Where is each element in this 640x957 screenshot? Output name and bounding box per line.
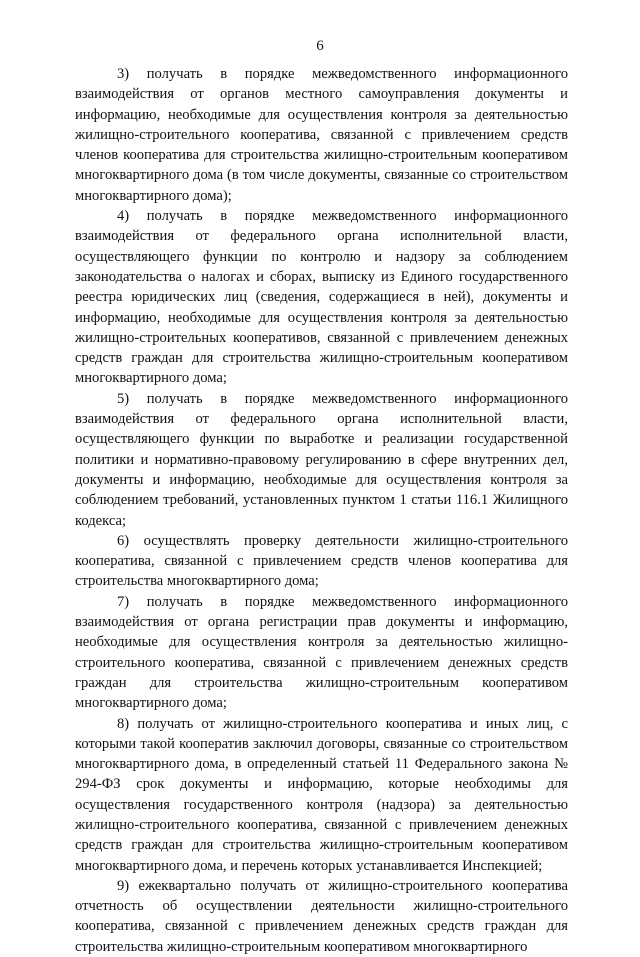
paragraph-item-9: 9) ежеквартально получать от жилищно-строительного кооператива отчетность об осуществлении деятельности жилищно-строительного кооператива, связанной с привлечением денежных средств граждан для строительства жилищно-строительным кооперативом многоквартирного [75, 877, 568, 955]
document-body [75, 64, 568, 957]
page-number: 6 [316, 38, 324, 54]
paragraph-item-5: 5) получать в порядке межведомственного информационного взаимодействия от федерального органа исполнительной власти, осуществляющего функции по выработке и реализации государственной политики и нормативно-правовому регулированию в сфере внутренних дел, документы и информацию, необходимые для осуществления контроля за соблюдением требований, установленных пунктом 1 статьи 116.1 Жилищного кодекса; [75, 390, 568, 529]
paragraph-item-3: 3) получать в порядке межведомственного информационного взаимодействия от органов местного самоуправления документы и информацию, необходимые для осуществления контроля за деятельностью жилищно-строительного кооператива, связанной с привлечением средств членов кооператива для строительства жилищно-строительным кооперативом многоквартирного дома (в том числе документы, связанные со строительством многоквартирного дома); [75, 66, 568, 204]
paragraph-item-6: 6) осуществлять проверку деятельности жилищно-строительного кооператива, связанной с привлечением средств членов кооператива для строительства многоквартирного дома; [75, 532, 568, 590]
paragraph-item-8: 8) получать от жилищно-строительного кооператива и иных лиц, с которыми такой кооператив заключил договоры, связанные со строительством многоквартирного дома, в определенный статьей 11 Федерального закона № 294-ФЗ срок документы и информацию, которые необходимы для осуществления государственного контроля (надзора) за деятельностью жилищно-строительного кооператива, связанной с привлечением денежных средств граждан для строительства жилищно-строительным кооперативом многоквартирного дома, и перечень которых устанавливается Инспекцией; [75, 715, 568, 874]
paragraph-item-7: 7) получать в порядке межведомственного информационного взаимодействия от органа регистрации прав документы и информацию, необходимые для осуществления контроля за деятельностью жилищно-строительного кооператива, связанной с привлечением денежных средств граждан для строительства жилищно-строительным кооперативом многоквартирного дома; [75, 593, 568, 712]
paragraph-item-4: 4) получать в порядке межведомственного информационного взаимодействия от федерального органа исполнительной власти, осуществляющего функции по контролю и надзору за соблюдением законодательства о налогах и сборах, выписку из Единого государственного реестра юридических лиц (сведения, содержащиеся в ней), документы и информацию, необходимые для осуществления контроля за деятельностью жилищно-строительных кооперативов, связанной с привлечением денежных средств граждан для строительства жилищно-строительным кооперативом многоквартирного дома; [75, 208, 568, 387]
